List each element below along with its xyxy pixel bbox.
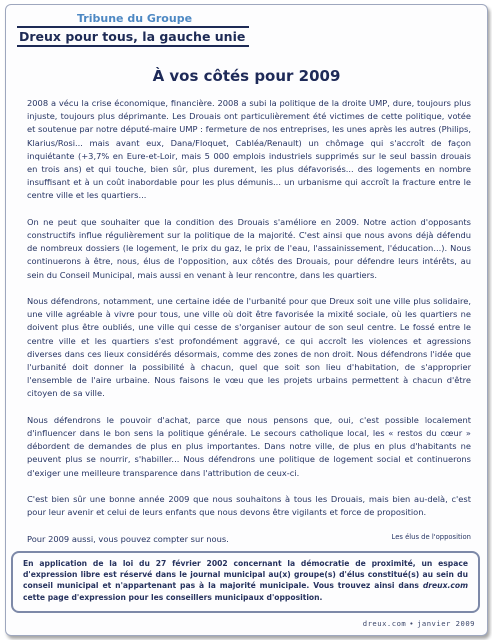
group-header [17, 13, 249, 47]
header-kicker: Tribune du Groupe [77, 12, 193, 25]
article-signature: Les élus de l'opposition [391, 533, 471, 541]
paragraph-2: On ne peut que souhaiter que la condition des Drouais s'améliore en 2009. Notre action d'opposants constructifs influe régulièrement sur la politique de la majorité. C'est ainsi que nous avons déjà défendu de nombreux dossiers (le logement, le prix du gaz, le prix de l'eau, l'assainissement, l'éducation...). Nous continuerons à être, nous, élus de l'opposition, aux côtés des Drouais, pour défendre leurs intérêts, au sein du Conseil Municipal, mais aussi en venant à leur rencontre, dans les quartiers. [27, 216, 471, 280]
footer-separator: • [409, 619, 415, 628]
article-title: À vos côtés pour 2009 [152, 67, 341, 85]
notice-text-after: cette page d'expression pour les conseillers municipaux d'opposition. [23, 592, 323, 602]
paragraph-4: Nous défendrons le pouvoir d'achat, parce que nous pensons que, oui, c'est possible localement d'influencer dans le bon sens la politique générale. Le secours catholique local, les « restos du cœur » débordent de demandes de plus en plus importantes. Dans notre ville, de plus en plus d'habitants ne peuvent plus se nourrir, s'habiller... Nous défendrons une politique de logement social et continuerons d'exiger une meilleure transparence dans l'attribution de ceux-ci. [27, 414, 471, 478]
paragraph-5: C'est bien sûr une bonne année 2009 que nous souhaitons à tous les Drouais, mais bien au-delà, c'est pour leur avenir et celui de leurs enfants que nous devons être vigilants et force de proposition. [27, 494, 471, 518]
page-footer [363, 619, 475, 628]
notice-site-link[interactable]: dreux.com [422, 581, 468, 591]
legal-notice-box [11, 551, 480, 613]
notice-text-before: En application de la loi du 27 février 2002 concernant la démocratie de proximité, un espace d'expression libre est réservé dans le journal municipal au(x) groupe(s) d'élus constitué(s) au sein du conseil municipal et n'appartenant pas à la majorité municipale. Vous trouvez ainsi dans [23, 559, 468, 591]
footer-issue: janvier 2009 [417, 619, 475, 628]
header-title: Dreux pour tous, la gauche unie [17, 26, 249, 47]
paragraph-6: Pour 2009 aussi, vous pouvez compter sur nous. [27, 533, 229, 544]
page [5, 4, 488, 636]
footer-site: dreux.com [362, 619, 407, 628]
paragraph-3: Nous défendrons, notamment, une certaine idée de l'urbanité pour que Dreux soit une ville plus solidaire, une ville agréable à vivre pour tous, une ville où doit être favorisée la mixité sociale, où les quartiers ne doivent plus être oubliés, une ville qui cesse de s'organiser autour de son seul centre. Le fossé entre le centre ville et les quartiers s'est profondément aggravé, ce qui accroît les violences et agressions diverses dans ces lieux considérés désormais, comme des zones de non droit. Nous défendrons l'idée que l'urbanité doit donner la possibilité à chacun, quel que soit son lieu d'habitation, de s'approprier l'ensemble de l'aire urbaine. Nous faisons le vœu que les projets urbains permettent à chacun d'être citoyen de sa ville. [27, 296, 471, 399]
article-body [27, 97, 471, 559]
paragraph-1: 2008 a vécu la crise économique, financière. 2008 a subi la politique de la droite UMP, dure, toujours plus injuste, toujours plus déprimante. Les Drouais ont particulièrement été victimes de cette politique, votée et soutenue par notre député-maire UMP : fermeture de nos entreprises, les unes après les autres (Philips, Klarius/Rosi... mais avant eux, Dana/Floquet, Cabléa/Renault) un chômage qui s'accroît de façon inquiétante (+3,7% en Eure-et-Loir, mais 5 000 emplois industriels supprimés sur le seul bassin drouais en trois ans) et qui touche, bien sûr, plus durement, les plus défavorisés... des logements en nombre insuffisant et à un coût inabordable pour les plus démunis... un urbanisme qui accroît la fracture entre le centre ville et les quartiers... [27, 98, 471, 201]
